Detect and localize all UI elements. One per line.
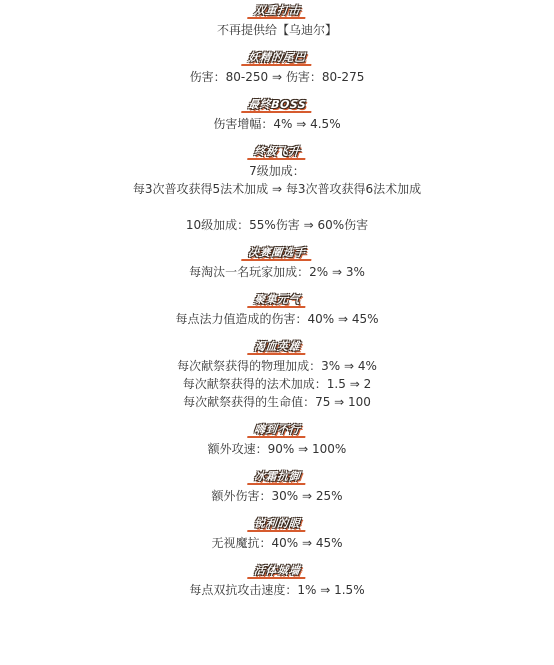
section-super-high	[0, 423, 554, 458]
section-final-boss	[0, 98, 554, 133]
section-title: 决赛圈选手	[241, 246, 312, 261]
section-title-wrap	[0, 4, 554, 19]
section-line: 无视魔抗：40% ⇒ 45%	[211, 536, 343, 550]
section-gap	[0, 505, 554, 517]
section-final-circle-player	[0, 246, 554, 281]
section-line: 每点法力值造成的伤害：40% ⇒ 45%	[175, 312, 379, 326]
section-line: 额外伤害：30% ⇒ 25%	[211, 489, 343, 503]
section-frost-defense	[0, 470, 554, 505]
section-line: 伤害：80-250 ⇒ 伤害：80-275	[189, 70, 365, 84]
section-sharp-eye	[0, 517, 554, 552]
section-title-wrap	[0, 246, 554, 261]
section-title: 渴血英雄	[247, 340, 307, 355]
section-title: 锐利的眼	[247, 517, 307, 532]
section-gap	[0, 328, 554, 340]
section-title-wrap	[0, 564, 554, 579]
section-line: 7级加成：	[249, 164, 305, 178]
section-title: 双重打击	[247, 4, 307, 19]
section-gap	[0, 133, 554, 145]
section-line: 每点双抗攻击速度：1% ⇒ 1.5%	[189, 583, 365, 597]
section-title: 最终BOSS	[241, 98, 313, 113]
section-title: 妖精的尾巴	[241, 51, 312, 66]
section-line: 不再提供给【乌迪尔】	[216, 23, 337, 37]
section-living-wall	[0, 564, 554, 599]
section-title: 终极飞升	[247, 145, 307, 160]
section-title-wrap	[0, 145, 554, 160]
section-title-wrap	[0, 98, 554, 113]
section-title-wrap	[0, 51, 554, 66]
section-gap	[0, 411, 554, 423]
section-bloodthirsty-hero	[0, 340, 554, 411]
section-gap	[0, 86, 554, 98]
section-ultimate-ascension	[0, 145, 554, 234]
section-gap	[0, 458, 554, 470]
section-double-strike	[0, 4, 554, 39]
section-line: 伤害增幅：4% ⇒ 4.5%	[213, 117, 341, 131]
section-gap	[0, 552, 554, 564]
section-gap	[0, 281, 554, 293]
section-title-wrap	[0, 293, 554, 308]
section-line-blank	[0, 198, 554, 216]
section-line: 每次献祭获得的生命值：75 ⇒ 100	[183, 395, 371, 409]
section-fairy-tail	[0, 51, 554, 86]
section-gap	[0, 39, 554, 51]
section-gather-energy	[0, 293, 554, 328]
section-title: 冰霜抗御	[247, 470, 307, 485]
section-line: 10级加成：55%伤害 ⇒ 60%伤害	[185, 218, 369, 232]
section-title-wrap	[0, 517, 554, 532]
section-title-wrap	[0, 340, 554, 355]
section-gap	[0, 234, 554, 246]
section-title: 活体城墙	[247, 564, 307, 579]
section-line: 每次献祭获得的物理加成：3% ⇒ 4%	[177, 359, 377, 373]
section-title: 聚集元气	[247, 293, 307, 308]
section-title-wrap	[0, 470, 554, 485]
section-title: 嗨到不行	[247, 423, 307, 438]
section-line: 额外攻速：90% ⇒ 100%	[207, 442, 347, 456]
section-line: 每次献祭获得的法术加成：1.5 ⇒ 2	[182, 377, 372, 391]
section-line: 每淘汰一名玩家加成：2% ⇒ 3%	[189, 265, 365, 279]
section-line: 每3次普攻获得5法术加成 ⇒ 每3次普攻获得6法术加成	[132, 182, 422, 196]
section-title-wrap	[0, 423, 554, 438]
